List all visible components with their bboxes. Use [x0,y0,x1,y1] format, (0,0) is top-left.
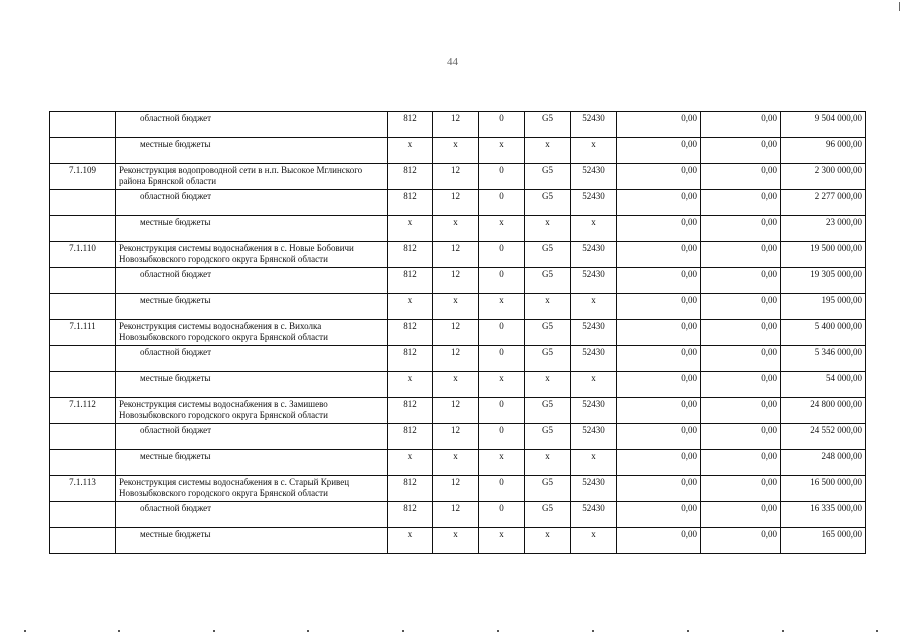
item-name-cell: местные бюджеты [116,216,388,242]
amount-year-1-cell: 0,00 [617,346,701,372]
kbk-project-cell: G5 [525,268,571,294]
amount-year-1-cell: 0,00 [617,268,701,294]
amount-year-2-cell: 0,00 [701,138,781,164]
amount-year-3-cell: 16 500 000,00 [781,476,866,502]
kbk-project-cell: x [525,372,571,398]
kbk-project-cell: G5 [525,398,571,424]
kbk-section-cell: 12 [433,164,479,190]
kbk-project-cell: G5 [525,112,571,138]
item-code-cell [50,346,116,372]
kbk-section-cell: x [433,216,479,242]
scan-speck [213,630,215,632]
kbk-program-cell: 0 [479,502,525,528]
project-row [50,242,866,268]
amount-year-1-cell: 0,00 [617,294,701,320]
amount-year-2-cell: 0,00 [701,424,781,450]
kbk-section-cell: x [433,372,479,398]
item-name-cell: Реконструкция системы водоснабжения в с. Новые Бобовичи Новозыбковского городского округа Брянской области [116,242,388,268]
kbk-direction-cell: 52430 [571,268,617,294]
kbk-direction-cell: 52430 [571,424,617,450]
amount-year-2-cell: 0,00 [701,190,781,216]
kbk-program-cell: x [479,294,525,320]
kbk-direction-cell: 52430 [571,476,617,502]
kbk-section-cell: 12 [433,190,479,216]
item-name-cell: местные бюджеты [116,294,388,320]
page-number: 44 [447,56,458,68]
kbk-program-cell: x [479,450,525,476]
kbk-section-cell: 12 [433,268,479,294]
amount-year-3-cell: 24 800 000,00 [781,398,866,424]
item-code-cell [50,372,116,398]
scan-speck [402,630,404,632]
amount-year-2-cell: 0,00 [701,398,781,424]
item-code-cell [50,268,116,294]
amount-year-2-cell: 0,00 [701,502,781,528]
amount-year-3-cell: 54 000,00 [781,372,866,398]
amount-year-1-cell: 0,00 [617,164,701,190]
kbk-project-cell: G5 [525,320,571,346]
item-code-cell [50,112,116,138]
budget-subrow [50,216,866,242]
item-name-cell: областной бюджет [116,190,388,216]
item-name-cell: Реконструкция водопроводной сети в н.п. Высокое Мглинского района Брянской области [116,164,388,190]
kbk-program-cell: 0 [479,424,525,450]
kbk-ministry-cell: x [388,372,433,398]
kbk-direction-cell: x [571,528,617,554]
kbk-program-cell: x [479,372,525,398]
project-row [50,320,866,346]
kbk-direction-cell: 52430 [571,242,617,268]
amount-year-2-cell: 0,00 [701,112,781,138]
amount-year-2-cell: 0,00 [701,346,781,372]
amount-year-1-cell: 0,00 [617,450,701,476]
item-code-cell [50,424,116,450]
kbk-ministry-cell: 812 [388,190,433,216]
amount-year-3-cell: 5 400 000,00 [781,320,866,346]
budget-subrow [50,346,866,372]
budget-subrow [50,528,866,554]
kbk-ministry-cell: 812 [388,502,433,528]
item-code-cell: 7.1.113 [50,476,116,502]
amount-year-1-cell: 0,00 [617,398,701,424]
kbk-program-cell: 0 [479,476,525,502]
kbk-project-cell: G5 [525,476,571,502]
kbk-ministry-cell: 812 [388,424,433,450]
item-code-cell: 7.1.112 [50,398,116,424]
scan-speck [876,630,878,632]
kbk-program-cell: 0 [479,268,525,294]
kbk-program-cell: 0 [479,320,525,346]
amount-year-3-cell: 165 000,00 [781,528,866,554]
amount-year-3-cell: 24 552 000,00 [781,424,866,450]
amount-year-2-cell: 0,00 [701,320,781,346]
kbk-program-cell: 0 [479,112,525,138]
kbk-direction-cell: 52430 [571,346,617,372]
budget-subrow [50,294,866,320]
item-name-cell: областной бюджет [116,502,388,528]
item-code-cell [50,450,116,476]
amount-year-3-cell: 195 000,00 [781,294,866,320]
budget-subrow [50,502,866,528]
scan-speck [497,630,499,632]
project-row [50,476,866,502]
table-body [50,112,866,554]
amount-year-3-cell: 2 300 000,00 [781,164,866,190]
kbk-project-cell: G5 [525,346,571,372]
amount-year-3-cell: 16 335 000,00 [781,502,866,528]
budget-table [49,111,866,554]
item-name-cell: местные бюджеты [116,372,388,398]
budget-subrow [50,372,866,398]
scan-speck [687,630,689,632]
budget-subrow [50,450,866,476]
kbk-direction-cell: x [571,138,617,164]
amount-year-2-cell: 0,00 [701,164,781,190]
kbk-direction-cell: x [571,294,617,320]
kbk-direction-cell: x [571,372,617,398]
item-code-cell: 7.1.111 [50,320,116,346]
kbk-direction-cell: 52430 [571,398,617,424]
kbk-section-cell: 12 [433,476,479,502]
kbk-ministry-cell: 812 [388,398,433,424]
item-name-cell: областной бюджет [116,268,388,294]
kbk-direction-cell: 52430 [571,164,617,190]
item-name-cell: областной бюджет [116,346,388,372]
kbk-ministry-cell: x [388,138,433,164]
scan-speck [118,630,120,632]
amount-year-2-cell: 0,00 [701,216,781,242]
kbk-section-cell: x [433,138,479,164]
kbk-section-cell: 12 [433,502,479,528]
budget-subrow [50,138,866,164]
amount-year-1-cell: 0,00 [617,216,701,242]
amount-year-1-cell: 0,00 [617,476,701,502]
amount-year-3-cell: 19 500 000,00 [781,242,866,268]
scan-speck [307,630,309,632]
kbk-ministry-cell: 812 [388,112,433,138]
item-name-cell: Реконструкция системы водоснабжения в с. Замишево Новозыбковского городского округа Брянской области [116,398,388,424]
kbk-project-cell: G5 [525,502,571,528]
amount-year-3-cell: 5 346 000,00 [781,346,866,372]
amount-year-1-cell: 0,00 [617,320,701,346]
kbk-ministry-cell: x [388,216,433,242]
item-name-cell: Реконструкция системы водоснабжения в с. Вихолка Новозыбковского городского округа Брянской области [116,320,388,346]
item-code-cell [50,502,116,528]
kbk-project-cell: x [525,294,571,320]
kbk-direction-cell: 52430 [571,112,617,138]
kbk-ministry-cell: 812 [388,476,433,502]
kbk-project-cell: G5 [525,164,571,190]
kbk-section-cell: x [433,528,479,554]
amount-year-1-cell: 0,00 [617,138,701,164]
kbk-program-cell: x [479,528,525,554]
amount-year-2-cell: 0,00 [701,476,781,502]
item-code-cell [50,190,116,216]
kbk-ministry-cell: x [388,294,433,320]
kbk-ministry-cell: 812 [388,346,433,372]
kbk-section-cell: 12 [433,112,479,138]
amount-year-1-cell: 0,00 [617,242,701,268]
kbk-project-cell: G5 [525,242,571,268]
amount-year-3-cell: 9 504 000,00 [781,112,866,138]
kbk-section-cell: 12 [433,424,479,450]
kbk-section-cell: x [433,450,479,476]
scan-speck [24,630,26,632]
amount-year-2-cell: 0,00 [701,372,781,398]
kbk-project-cell: x [525,216,571,242]
kbk-ministry-cell: 812 [388,268,433,294]
kbk-direction-cell: 52430 [571,502,617,528]
kbk-project-cell: G5 [525,424,571,450]
project-row [50,398,866,424]
kbk-project-cell: x [525,138,571,164]
kbk-project-cell: x [525,528,571,554]
item-name-cell: местные бюджеты [116,450,388,476]
item-name-cell: местные бюджеты [116,528,388,554]
amount-year-2-cell: 0,00 [701,268,781,294]
amount-year-2-cell: 0,00 [701,294,781,320]
amount-year-2-cell: 0,00 [701,450,781,476]
kbk-ministry-cell: x [388,450,433,476]
item-name-cell: областной бюджет [116,424,388,450]
item-code-cell [50,216,116,242]
kbk-ministry-cell: 812 [388,320,433,346]
amount-year-3-cell: 2 277 000,00 [781,190,866,216]
budget-subrow [50,112,866,138]
kbk-project-cell: x [525,450,571,476]
amount-year-1-cell: 0,00 [617,424,701,450]
kbk-ministry-cell: 812 [388,242,433,268]
kbk-program-cell: 0 [479,190,525,216]
amount-year-3-cell: 248 000,00 [781,450,866,476]
amount-year-2-cell: 0,00 [701,242,781,268]
kbk-project-cell: G5 [525,190,571,216]
kbk-section-cell: 12 [433,320,479,346]
amount-year-1-cell: 0,00 [617,502,701,528]
amount-year-1-cell: 0,00 [617,112,701,138]
amount-year-3-cell: 23 000,00 [781,216,866,242]
scan-speck [782,630,784,632]
kbk-program-cell: x [479,138,525,164]
kbk-section-cell: 12 [433,242,479,268]
amount-year-2-cell: 0,00 [701,528,781,554]
kbk-direction-cell: x [571,216,617,242]
amount-year-1-cell: 0,00 [617,528,701,554]
kbk-program-cell: 0 [479,242,525,268]
item-code-cell: 7.1.109 [50,164,116,190]
scan-edge-mark [899,2,900,11]
item-code-cell [50,294,116,320]
kbk-direction-cell: 52430 [571,320,617,346]
budget-subrow [50,424,866,450]
amount-year-1-cell: 0,00 [617,190,701,216]
amount-year-3-cell: 96 000,00 [781,138,866,164]
item-name-cell: местные бюджеты [116,138,388,164]
item-code-cell: 7.1.110 [50,242,116,268]
kbk-ministry-cell: 812 [388,164,433,190]
kbk-ministry-cell: x [388,528,433,554]
kbk-program-cell: 0 [479,164,525,190]
project-row [50,164,866,190]
amount-year-3-cell: 19 305 000,00 [781,268,866,294]
kbk-direction-cell: 52430 [571,190,617,216]
kbk-program-cell: 0 [479,346,525,372]
item-code-cell [50,528,116,554]
kbk-section-cell: 12 [433,398,479,424]
kbk-program-cell: x [479,216,525,242]
budget-subrow [50,190,866,216]
item-code-cell [50,138,116,164]
kbk-section-cell: x [433,294,479,320]
item-name-cell: областной бюджет [116,112,388,138]
kbk-program-cell: 0 [479,398,525,424]
kbk-direction-cell: x [571,450,617,476]
kbk-section-cell: 12 [433,346,479,372]
amount-year-1-cell: 0,00 [617,372,701,398]
budget-subrow [50,268,866,294]
item-name-cell: Реконструкция системы водоснабжения в с. Старый Кривец Новозыбковского городского округа Брянской области [116,476,388,502]
scan-speck [592,630,594,632]
